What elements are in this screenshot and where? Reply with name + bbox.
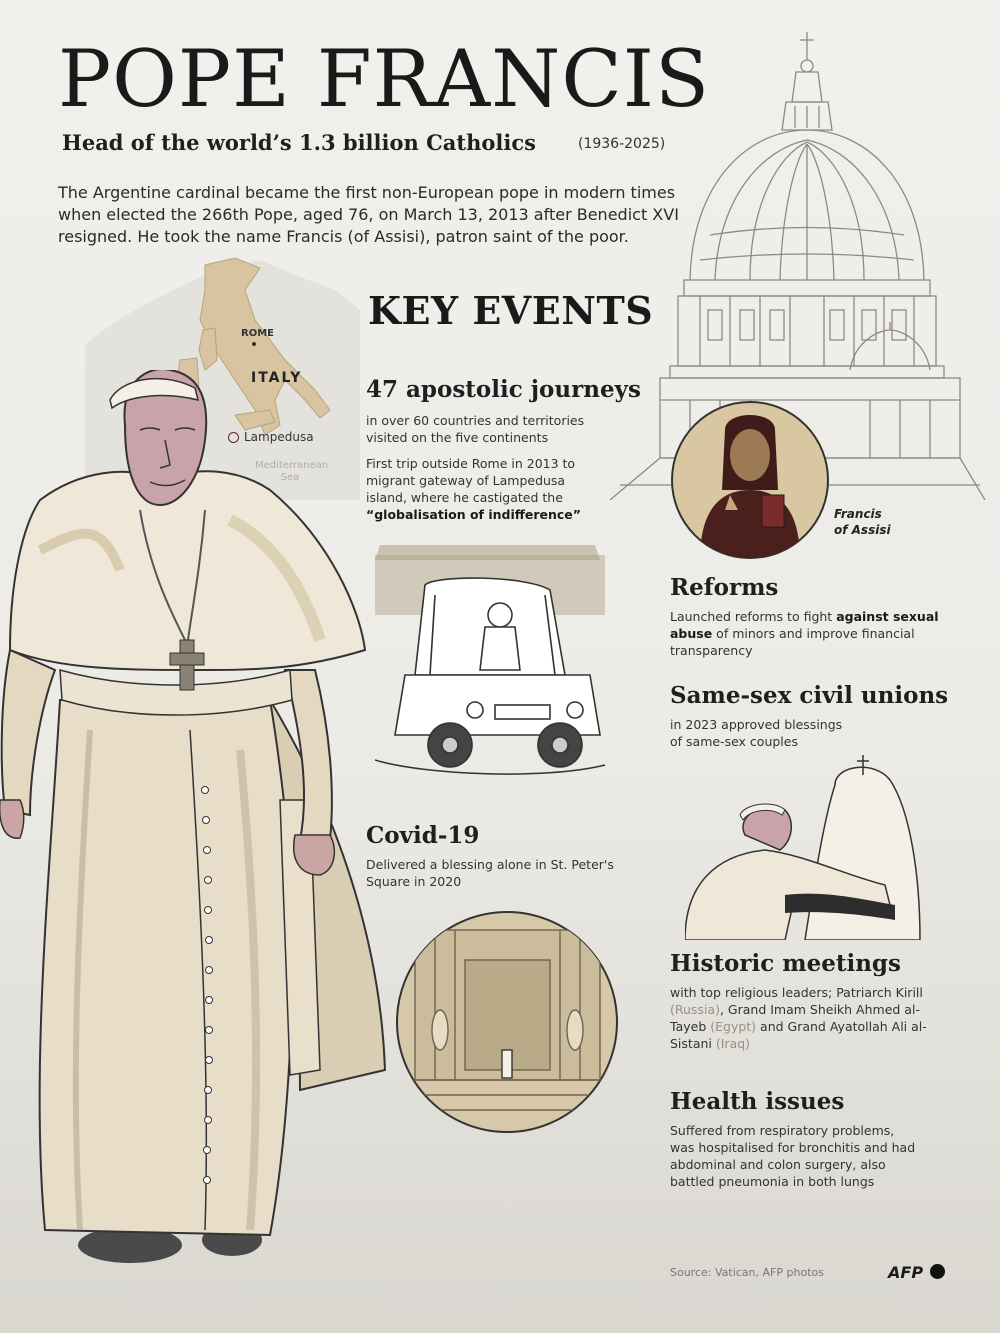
meetings-country-russia: (Russia) [670,1002,720,1017]
reforms-text-bold: against sexual abuse [670,609,939,641]
journeys-lampedusa-plain: First trip outside Rome in 2013 to migrant gateway of Lampedusa island, where he castigated the [366,456,576,505]
map-label-italy: ITALY [251,370,303,386]
subtitle: Head of the world’s 1.3 billion Catholics [62,130,536,155]
intro-paragraph: The Argentine cardinal became the first non-European pope in modern times when elected the 266th Pope, aged 76, on March 13, 2013 after Benedict XVI resigned. He took the name Francis (of Assisi), patron saint of the poor. [58,183,679,246]
meetings-country-iraq: (Iraq) [715,1036,751,1051]
journeys-text: in over 60 countries and territories visited on the five continents [366,413,585,445]
st-peters-square-roundel [395,910,620,1135]
journeys-lampedusa-text [366,455,596,523]
same-sex-text: in 2023 approved blessings of same-sex couples [670,717,843,749]
meetings-text-1: with top religious leaders; Patriarch Kirill [670,985,923,1000]
covid-heading: Covid-19 [366,822,480,849]
map-label-sea: Mediterranean Sea [255,460,329,483]
source-credit: Source: Vatican, AFP photos [670,1266,824,1279]
journeys-heading: 47 apostolic journeys [366,376,641,403]
meetings-country-egypt: (Egypt) [710,1019,757,1034]
afp-logo-dot-icon [930,1264,945,1279]
life-years: (1936-2025) [578,136,666,152]
rome-marker [252,342,256,346]
afp-logo: AFP [888,1263,924,1282]
francis-of-assisi-portrait [670,400,830,560]
reforms-text [670,608,940,659]
health-heading: Health issues [670,1088,845,1115]
map-label-lampedusa: Lampedusa [244,430,314,444]
historic-meeting-illustration [685,755,925,940]
health-text: Suffered from respiratory problems, was hospitalised for bronchitis and had abdominal and colon surgery, also battled pneumonia in both lungs [670,1123,916,1189]
assisi-caption-line1: Francis [834,507,882,521]
page-title: POPE FRANCIS [58,33,711,125]
same-sex-heading: Same-sex civil unions [670,682,949,709]
assisi-caption-line2: of Assisi [834,523,891,537]
assisi-caption [834,506,891,538]
reforms-text-c: of minors and improve financial transparency [670,626,915,658]
covid-text: Delivered a blessing alone in St. Peter's Square in 2020 [366,857,614,889]
popemobile-illustration [375,545,610,785]
pope-francis-illustration [0,370,420,1270]
meetings-text-2: , Grand Imam Sheikh Ahmed al-Tayeb [670,1002,920,1034]
reforms-heading: Reforms [670,574,779,601]
meetings-heading: Historic meetings [670,950,901,977]
key-events-heading: KEY EVENTS [368,288,654,333]
reforms-text-a: Launched reforms to fight [670,609,837,624]
journeys-quote: “globalisation of indifference” [366,507,582,522]
meetings-text-3: and Grand Ayatollah Ali al-Sistani [670,1019,927,1051]
meetings-text [670,984,945,1052]
map-label-rome: ROME [241,328,274,339]
